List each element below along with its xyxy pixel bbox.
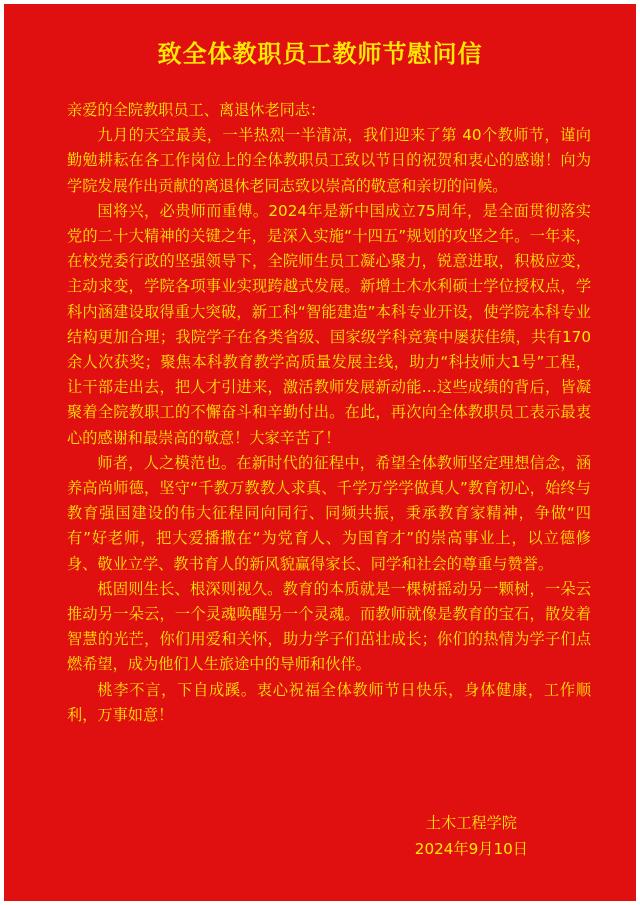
- paragraph-greeting: 九月的天空最美，一半热烈一半清凉，我们迎来了第 40个教师节，谨向勤勉耕耘在各工作岗位上的全体教职员工致以节日的祝贺和衷心的感谢！向为学院发展作出贡献的离退休老同志致以崇高的敬意和亲切的问候。: [67, 126, 591, 195]
- paragraph-education-essence: 柢固则生长、根深则视久。教育的本质就是一棵树摇动另一颗树，一朵云推动另一朵云，一个灵魂唤醒另一个灵魂。而教师就像是教育的宝石，散发着智慧的光芒，你们用爱和关怀，助力学子们茁壮成长；你们的热情为学子们点燃希望，成为他们人生旅途中的导师和伙伴。: [67, 579, 591, 674]
- paragraph-achievements: 国将兴，必贵师而重傅。2024年是新中国成立75周年，是全面贯彻落实党的二十大精神的关键之年，是深入实施“十四五”规划的攻坚之年。一年来，在校党委行政的坚强领导下，全院师生员工凝心聚力，锐意进取，积极应变，主动求变，学院各项事业实现跨越式发展。新增土木水利硕士学位授权点，学科内涵建设取得重大突破，新工科“智能建造”本科专业开设，使学院本科专业结构更加合理；我院学子在各类省级、国家级学科竞赛中屡获佳绩，共有170余人次获奖；聚焦本科教育教学高质量发展主线，助力“科技师大1号”工程，让干部走出去，把人才引进来，激活教师发展新动能…这些成绩的背后，皆凝聚着全院教职工的不懈奋斗和辛勤付出。在此，再次向全体教职员工表示最衷心的感谢和最崇高的敬意！大家辛苦了！: [67, 201, 591, 447]
- paragraph-closing-wishes: 桃李不言，下自成蹊。衷心祝福全体教师节日快乐，身体健康，工作顺利，万事如意！: [67, 680, 591, 724]
- letter-body: [67, 98, 591, 728]
- salutation: 亲爱的全院教职员工、离退休老同志：: [67, 101, 326, 119]
- letter-title: 致全体教职员工教师节慰问信: [157, 40, 483, 68]
- paragraph-expectations: 师者，人之模范也。在新时代的征程中，希望全体教师坚定理想信念，涵养高尚师德，坚守“千教万教教人求真、千学万学学做真人”教育初心，始终与教育强国建设的伟大征程同向同行、同频共振，秉承教育家精神，争做“四有”好老师，把大爱播撒在“为党育人、为国育才”的崇高事业上，以立德修身、敬业立学、教书育人的新风貌赢得家长、同学和社会的尊重与赞誉。: [67, 453, 591, 573]
- signature-organization: 土木工程学院: [425, 814, 517, 832]
- letter-sheet: [4, 4, 636, 901]
- signature-date: 2024年9月10日: [414, 840, 528, 858]
- signature-block: [415, 810, 528, 862]
